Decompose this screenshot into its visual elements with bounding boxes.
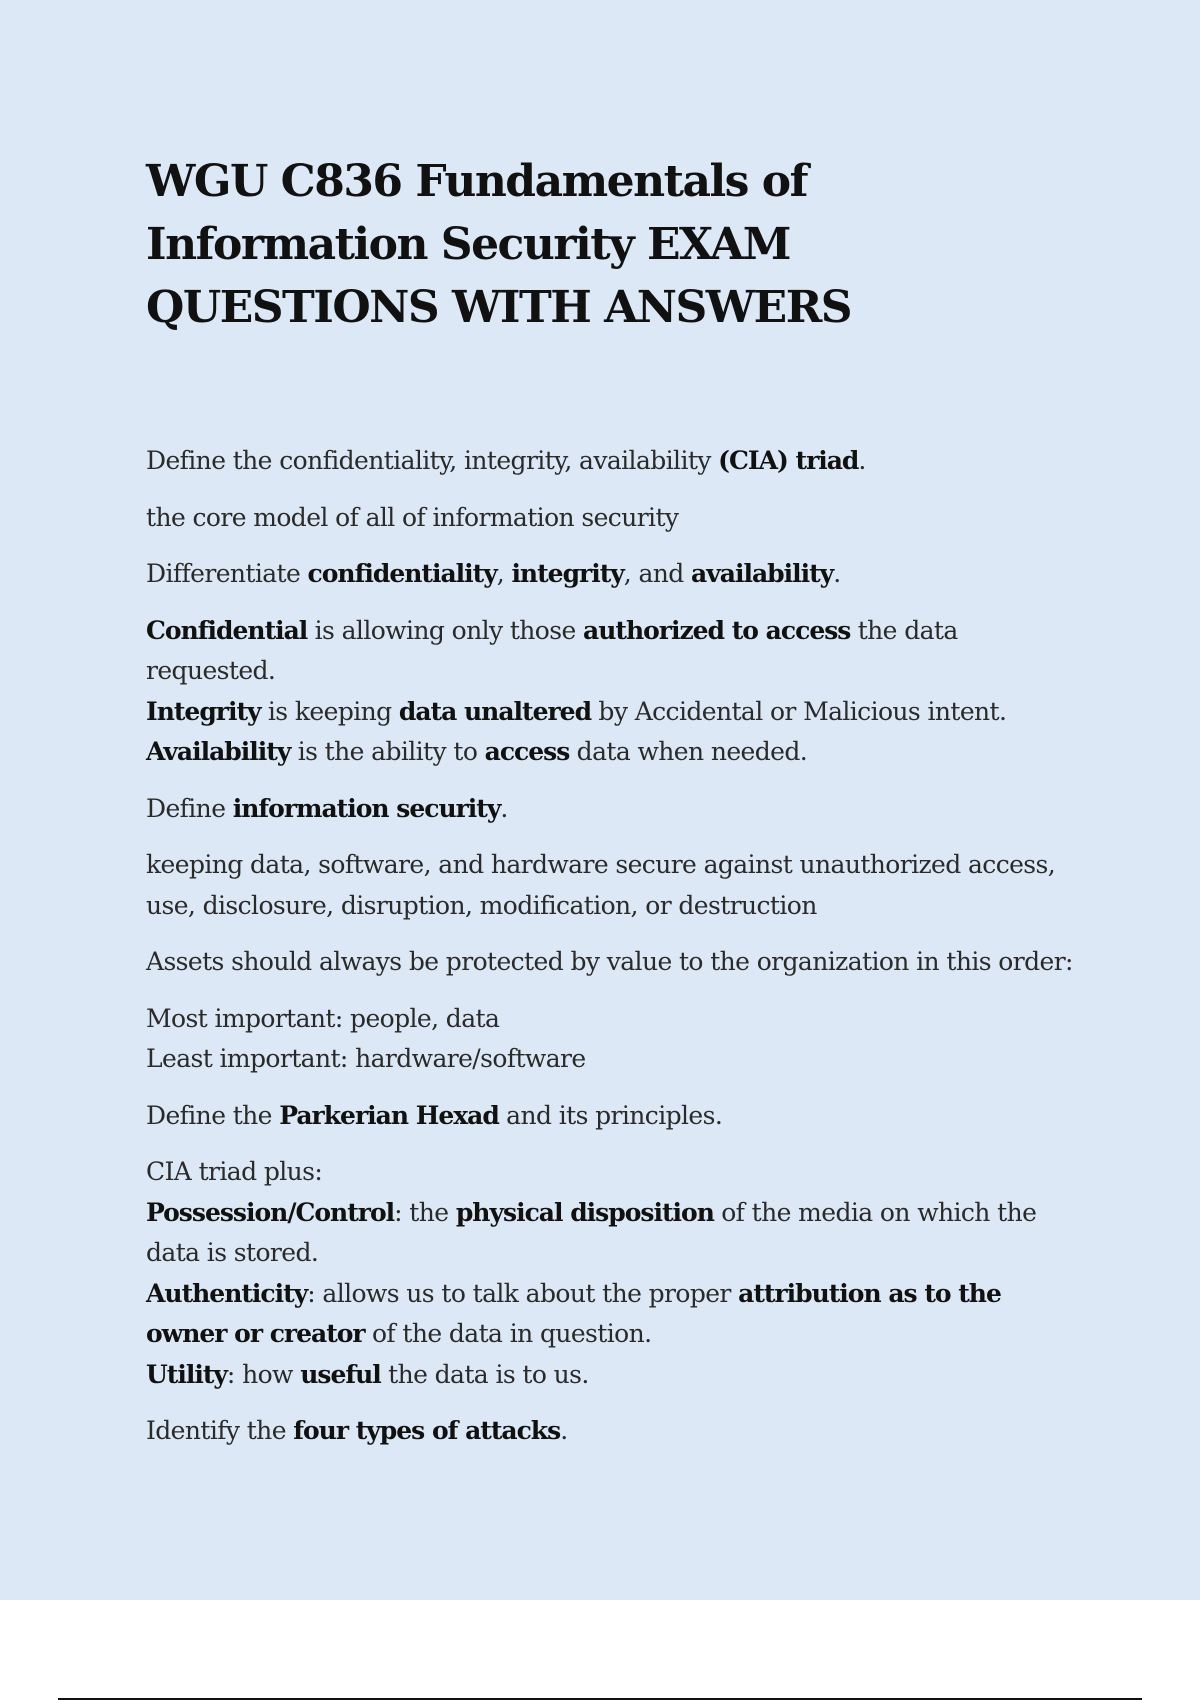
document-title: WGU C836 Fundamentals of Information Security EXAM QUESTIONS WITH ANSWERS [146, 156, 852, 333]
question-cia-triad: Define the confidentiality, integrity, availability (CIA) triad. [146, 446, 866, 475]
answer-line-most-important: Most important: people, data [146, 1003, 500, 1033]
question-asset-order: Assets should always be protected by value to the organization in this order: [146, 947, 1073, 976]
answer-asset-order [146, 999, 1086, 1080]
answer-line-least-important: Least important: hardware/software [146, 1044, 586, 1073]
question-differentiate-cia: Differentiate confidentiality, integrity, and availability. [146, 559, 841, 588]
answer-information-security: keeping data, software, and hardware secure against unauthorized access, use, disclosure, disruption, modification, or destruction [146, 850, 1056, 920]
answer-parkerian-hexad [146, 1152, 1086, 1395]
qa-list [146, 441, 1086, 1452]
answer-line-possession: Possession/Control: the physical disposition of the media on which the data is stored. [146, 1197, 1037, 1267]
answer-cia-triad: the core model of all of information security [146, 502, 679, 532]
answer-differentiate-cia [146, 611, 1086, 773]
answer-line-authenticity: Authenticity: allows us to talk about the proper attribution as to the owner or creator of the data in question. [146, 1278, 1001, 1348]
question-four-attacks: Identify the four types of attacks. [146, 1416, 568, 1445]
answer-line-confidential: Confidential is allowing only those authorized to access the data requested. [146, 615, 958, 685]
document-content [146, 150, 1086, 1468]
answer-line-cia-plus: CIA triad plus: [146, 1157, 323, 1186]
answer-line-availability: Availability is the ability to access data when needed. [146, 737, 808, 766]
answer-line-utility: Utility: how useful the data is to us. [146, 1359, 589, 1389]
question-parkerian-hexad: Define the Parkerian Hexad and its principles. [146, 1100, 723, 1130]
answer-line-integrity: Integrity is keeping data unaltered by Accidental or Malicious intent. [146, 696, 1007, 726]
question-information-security: Define information security. [146, 793, 508, 823]
